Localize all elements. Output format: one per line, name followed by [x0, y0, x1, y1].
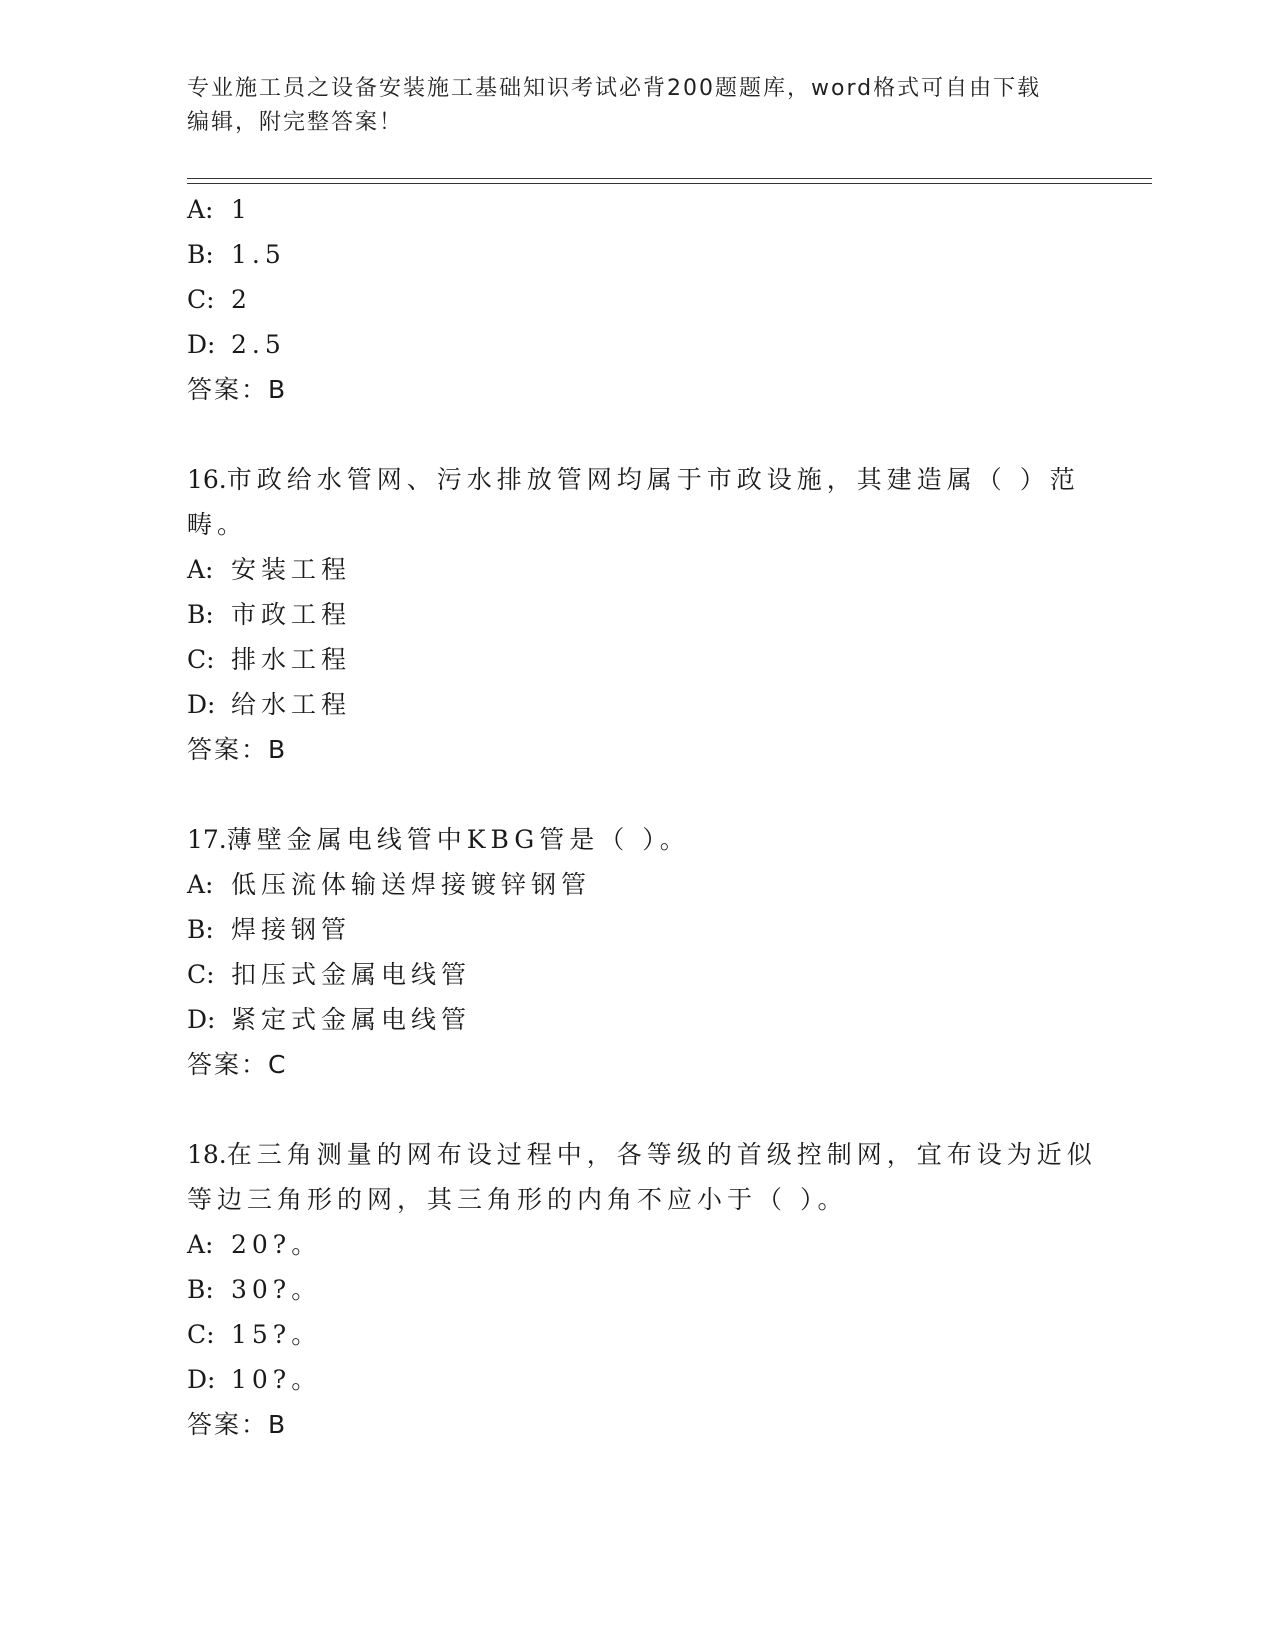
header-divider-bottom — [187, 183, 1152, 184]
header-title-line-1: 专业施工员之设备安装施工基础知识考试必背200题题库，word格式可自由下载 — [187, 76, 1042, 101]
option-label: A: — [187, 870, 214, 899]
q17-stem-line-1 — [187, 825, 690, 855]
q18-option-b — [187, 1275, 321, 1305]
option-text: 20?。 — [231, 1230, 322, 1259]
q18-option-a — [187, 1230, 321, 1260]
option-text: 给水工程 — [231, 690, 352, 719]
q16-stem-line-2: 畴。 — [187, 510, 248, 539]
option-text: 15?。 — [231, 1320, 322, 1349]
option-label: C: — [187, 1320, 215, 1349]
option-label: B: — [187, 1275, 214, 1304]
q17-answer: 答案：C — [187, 1050, 288, 1079]
option-text: 扣压式金属电线管 — [231, 960, 472, 989]
q16-option-d — [187, 690, 351, 720]
option-text: 2 — [231, 285, 252, 314]
option-text: 30?。 — [231, 1275, 322, 1304]
question-number: 16. — [187, 465, 227, 494]
option-label: A: — [187, 555, 214, 584]
option-label: B: — [187, 600, 214, 629]
q15-option-c — [187, 285, 252, 315]
option-label: D: — [187, 690, 216, 719]
option-label: A: — [187, 195, 214, 224]
q16-stem-line-1 — [187, 465, 1080, 495]
option-text: 1.5 — [231, 240, 286, 269]
q17-option-a — [187, 870, 591, 900]
option-text: 低压流体输送焊接镀锌钢管 — [231, 870, 592, 899]
q16-option-b — [187, 600, 351, 630]
q18-stem-line-1 — [187, 1140, 1097, 1170]
option-label: C: — [187, 960, 215, 989]
option-text: 安装工程 — [231, 555, 352, 584]
q18-option-c — [187, 1320, 321, 1350]
option-label: B: — [187, 915, 214, 944]
option-label: A: — [187, 1230, 214, 1259]
option-text: 紧定式金属电线管 — [231, 1005, 472, 1034]
q15-option-a — [187, 195, 252, 225]
option-label: B: — [187, 240, 214, 269]
q18-stem-line-2: 等边三角形的网，其三角形的内角不应小于（ ）。 — [187, 1185, 848, 1214]
option-text: 排水工程 — [231, 645, 352, 674]
q15-option-b — [187, 240, 286, 270]
option-text: 2.5 — [231, 330, 286, 359]
question-number: 17. — [187, 825, 227, 854]
q17-option-b — [187, 915, 351, 945]
question-stem: 薄壁金属电线管中KBG管是（ ）。 — [226, 825, 690, 854]
q16-option-c — [187, 645, 351, 675]
option-label: C: — [187, 285, 215, 314]
q18-option-d — [187, 1365, 321, 1395]
question-stem: 市政给水管网、污水排放管网均属于市政设施，其建造属（ ）范 — [226, 465, 1080, 494]
q17-option-d — [187, 1005, 471, 1035]
q15-answer: 答案：B — [187, 375, 288, 404]
option-text: 焊接钢管 — [231, 915, 352, 944]
option-text: 1 — [231, 195, 252, 224]
q16-answer: 答案：B — [187, 735, 288, 764]
option-label: D: — [187, 1005, 216, 1034]
q18-answer: 答案：B — [187, 1410, 288, 1439]
q16-option-a — [187, 555, 351, 585]
option-label: D: — [187, 330, 216, 359]
option-label: D: — [187, 1365, 216, 1394]
header-title-line-2: 编辑，附完整答案！ — [187, 110, 404, 135]
option-text: 市政工程 — [231, 600, 352, 629]
question-number: 18. — [187, 1140, 227, 1169]
question-stem: 在三角测量的网布设过程中，各等级的首级控制网，宜布设为近似 — [226, 1140, 1097, 1169]
document-header — [187, 72, 1087, 140]
q17-option-c — [187, 960, 471, 990]
option-text: 10?。 — [231, 1365, 322, 1394]
option-label: C: — [187, 645, 215, 674]
header-divider-top — [187, 178, 1152, 179]
q15-option-d — [187, 330, 286, 360]
